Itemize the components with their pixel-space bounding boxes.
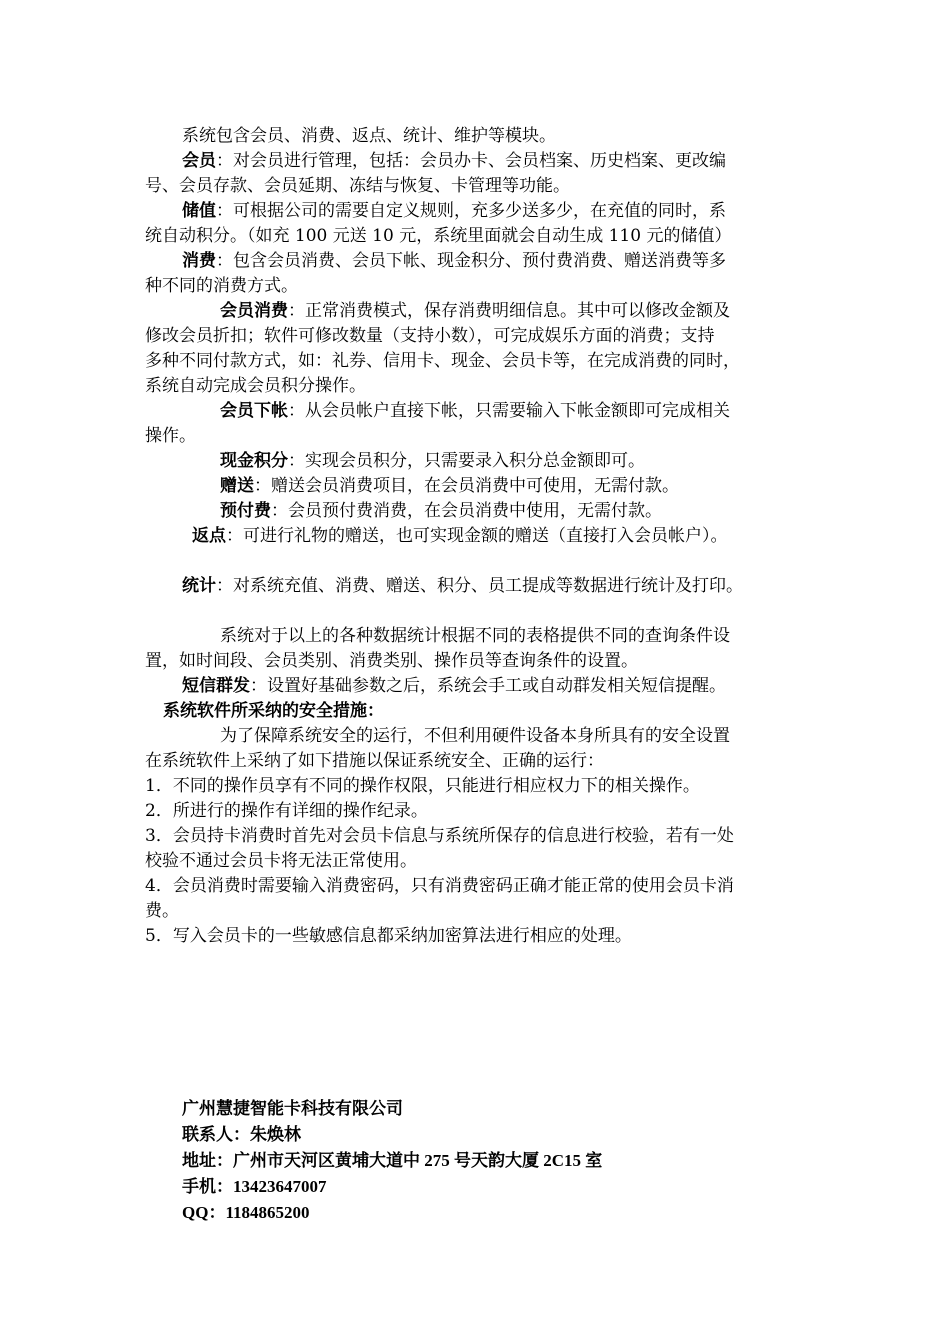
security-line-2: 在系统软件上采纳了如下措施以保证系统安全、正确的运行： <box>145 751 604 771</box>
sms-text: ：设置好基础参数之后，系统会手工或自动群发相关短信提醒。 <box>250 676 726 696</box>
list-item-3-line-1: 3．会员持卡消费时首先对会员卡信息与系统所保存的信息进行校验，若有一处 <box>145 826 734 846</box>
cash-points-text: ：实现会员积分，只需要录入积分总金额即可。 <box>288 451 645 471</box>
list-item-2: 2．所进行的操作有详细的操作纪录。 <box>145 801 428 821</box>
list-item-4-line-2: 费。 <box>145 901 179 921</box>
member-consume-line-3: 多种不同付款方式，如：礼券、信用卡、现金、会员卡等，在完成消费的同时， <box>145 351 740 371</box>
rebate-line <box>192 524 728 548</box>
consume-line-2: 种不同的消费方式。 <box>145 276 298 296</box>
prepay-label: 预付费 <box>220 501 271 521</box>
contact-phone: 手机：13423647007 <box>182 1177 327 1196</box>
member-consume-label: 会员消费 <box>220 301 288 321</box>
rebate-label: 返点 <box>192 526 226 546</box>
member-consume-text-1: ：正常消费模式，保存消费明细信息。其中可以修改金额及 <box>288 301 730 321</box>
sms-label: 短信群发 <box>182 676 250 696</box>
list-item-3-line-2: 校验不通过会员卡将无法正常使用。 <box>145 851 417 871</box>
intro-line: 系统包含会员、消费、返点、统计、维护等模块。 <box>182 126 556 146</box>
member-debit-label: 会员下帐 <box>220 401 288 421</box>
member-text-1: ：对会员进行管理，包括：会员办卡、会员档案、历史档案、更改编 <box>216 151 726 171</box>
stat-text: ：对系统充值、消费、赠送、积分、员工提成等数据进行统计及打印。 <box>216 576 743 596</box>
query-line-2: 置，如时间段、会员类别、消费类别、操作员等查询条件的设置。 <box>145 651 638 671</box>
gift-line <box>220 474 679 498</box>
list-item-4-line-1: 4．会员消费时需要输入消费密码，只有消费密码正确才能正常的使用会员卡消 <box>145 876 734 896</box>
prepay-line <box>220 499 662 523</box>
gift-text: ：赠送会员消费项目，在会员消费中可使用，无需付款。 <box>254 476 679 496</box>
list-item-1: 1．不同的操作员享有不同的操作权限，只能进行相应权力下的相关操作。 <box>145 776 700 796</box>
consume-text-1: ：包含会员消费、会员下帐、现金积分、预付费消费、赠送消费等多 <box>216 251 726 271</box>
member-consume-line-1 <box>220 299 730 323</box>
store-line-1 <box>182 199 726 223</box>
member-line-2: 号、会员存款、会员延期、冻结与恢复、卡管理等功能。 <box>145 176 570 196</box>
member-consume-line-2: 修改会员折扣；软件可修改数量（支持小数），可完成娱乐方面的消费；支持 <box>145 326 715 346</box>
store-line-2: 统自动积分。（如充 100 元送 10 元，系统里面就会自动生成 110 元的储值） <box>145 226 732 246</box>
rebate-text: ：可进行礼物的赠送，也可实现金额的赠送（直接打入会员帐户）。 <box>226 526 728 546</box>
member-consume-line-4: 系统自动完成会员积分操作。 <box>145 376 366 396</box>
security-line-1: 为了保障系统安全的运行，不但利用硬件设备本身所具有的安全设置 <box>220 726 730 746</box>
contact-address: 地址：广州市天河区黄埔大道中 275 号天韵大厦 2C15 室 <box>182 1151 603 1170</box>
consume-line-1 <box>182 249 726 273</box>
member-debit-line-1 <box>220 399 730 423</box>
contact-company: 广州慧捷智能卡科技有限公司 <box>182 1099 403 1118</box>
prepay-text: ：会员预付费消费，在会员消费中使用，无需付款。 <box>271 501 662 521</box>
cash-points-label: 现金积分 <box>220 451 288 471</box>
query-line-1: 系统对于以上的各种数据统计根据不同的表格提供不同的查询条件设 <box>220 626 730 646</box>
sms-line <box>182 674 726 698</box>
contact-qq: QQ：1184865200 <box>182 1203 310 1222</box>
gift-label: 赠送 <box>220 476 254 496</box>
contact-person: 联系人：朱焕林 <box>182 1125 301 1144</box>
security-heading: 系统软件所采纳的安全措施： <box>163 701 384 721</box>
member-debit-line-2: 操作。 <box>145 426 196 446</box>
cash-points-line <box>220 449 645 473</box>
member-debit-text-1: ：从会员帐户直接下帐，只需要输入下帐金额即可完成相关 <box>288 401 730 421</box>
member-line-1 <box>182 149 726 173</box>
store-text-1: ：可根据公司的需要自定义规则，充多少送多少，在充值的同时，系 <box>216 201 726 221</box>
list-item-5: 5．写入会员卡的一些敏感信息都采纳加密算法进行相应的处理。 <box>145 926 632 946</box>
member-label: 会员 <box>182 151 216 171</box>
store-label: 储值 <box>182 201 216 221</box>
stat-label: 统计 <box>182 576 216 596</box>
consume-label: 消费 <box>182 251 216 271</box>
stat-line <box>182 574 743 598</box>
